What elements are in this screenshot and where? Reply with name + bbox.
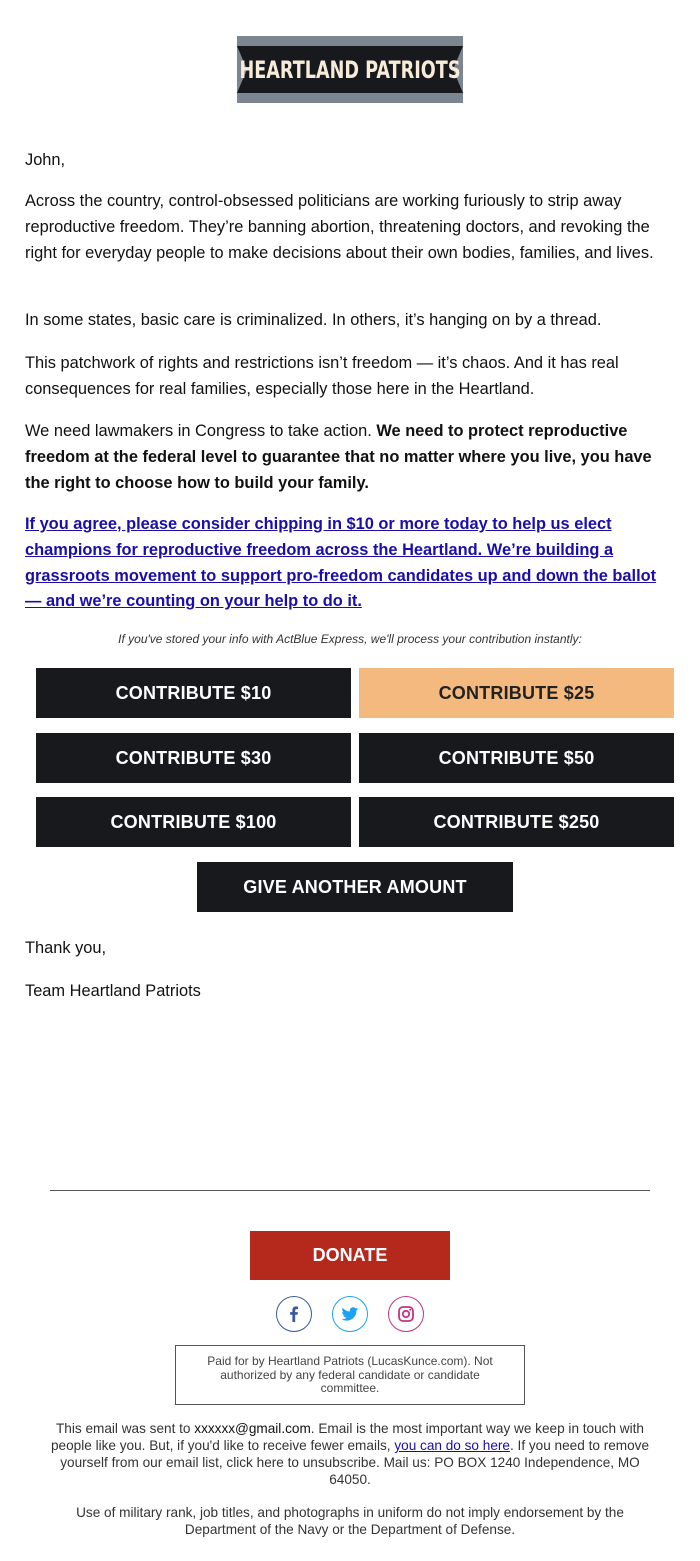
sent-to-middle: . Email is the most important way we keep in touch with people like you. But, if you'd like to receive fewer emails, bbox=[50, 1421, 644, 1453]
paragraph-4-text: We need lawmakers in Congress to take action. bbox=[25, 422, 377, 440]
sent-to-suffix: . If you need to remove yourself from our email list, click here to unsubscribe. Mail us: PO BOX 1240 Independence, MO 64050. bbox=[60, 1438, 650, 1487]
facebook-icon[interactable] bbox=[276, 1296, 312, 1332]
contribute-30-button[interactable]: CONTRIBUTE $30 bbox=[36, 733, 351, 783]
military-disclaimer: Use of military rank, job titles, and photographs in uniform do not imply endorsement by the Department of the Navy or the Department of Defense. bbox=[76, 1505, 624, 1537]
email-footer-text bbox=[50, 1420, 650, 1488]
contribute-25-button[interactable]: CONTRIBUTE $25 bbox=[359, 668, 674, 718]
instagram-icon[interactable] bbox=[388, 1296, 424, 1332]
cta-paragraph bbox=[25, 512, 677, 615]
signoff: Thank you, bbox=[25, 939, 107, 957]
logo-text: HEARTLAND PATRIOTS bbox=[239, 55, 461, 84]
give-another-amount-button[interactable]: GIVE ANOTHER AMOUNT bbox=[197, 862, 513, 912]
sent-to-prefix: This email was sent to bbox=[56, 1421, 195, 1436]
contribute-250-button[interactable]: CONTRIBUTE $250 bbox=[359, 797, 674, 847]
twitter-icon[interactable] bbox=[332, 1296, 368, 1332]
paragraph-1: Across the country, control-obsessed politicians are working furiously to strip away reproductive freedom. They’re banning abortion, threatening doctors, and revoking the right for everyday people to make decisions about their own bodies, families, and lives. bbox=[25, 192, 654, 262]
contribute-100-button[interactable]: CONTRIBUTE $100 bbox=[36, 797, 351, 847]
footer-divider bbox=[50, 1190, 650, 1191]
actblue-note: If you've stored your info with ActBlue Express, we'll process your contribution instantly: bbox=[118, 632, 582, 646]
paragraph-4 bbox=[25, 419, 677, 496]
greeting: John, bbox=[25, 151, 66, 169]
recipient-email: xxxxxx@gmail.com bbox=[194, 1421, 311, 1436]
fewer-emails-link[interactable]: you can do so here bbox=[394, 1438, 510, 1453]
contribute-10-button[interactable]: CONTRIBUTE $10 bbox=[36, 668, 351, 718]
paragraph-2: In some states, basic care is criminalized. In others, it’s hanging on by a thread. bbox=[25, 311, 602, 329]
paragraph-3: This patchwork of rights and restrictions isn’t freedom — it’s chaos. And it has real consequences for real families, especially those here in the Heartland. bbox=[25, 354, 619, 398]
paid-for-disclaimer: Paid for by Heartland Patriots (LucasKunce.com). Not authorized by any federal candidate or candidate committee. bbox=[175, 1345, 525, 1405]
donate-button[interactable]: DONATE bbox=[250, 1231, 450, 1280]
paragraph-4-bold: We need to protect reproductive freedom at the federal level to guarantee that no matter where you live, you have the right to choose how to build your family. bbox=[25, 422, 652, 492]
contribute-50-button[interactable]: CONTRIBUTE $50 bbox=[359, 733, 674, 783]
signature: Team Heartland Patriots bbox=[25, 982, 201, 1000]
cta-link[interactable]: If you agree, please consider chipping in $10 or more today to help us elect champions for reproductive freedom across the Heartland. We’re building a grassroots movement to support pro-freedom candidates up and down the ballot — and we’re counting on your help to do it. bbox=[25, 515, 657, 611]
heartland-patriots-logo bbox=[237, 36, 463, 103]
